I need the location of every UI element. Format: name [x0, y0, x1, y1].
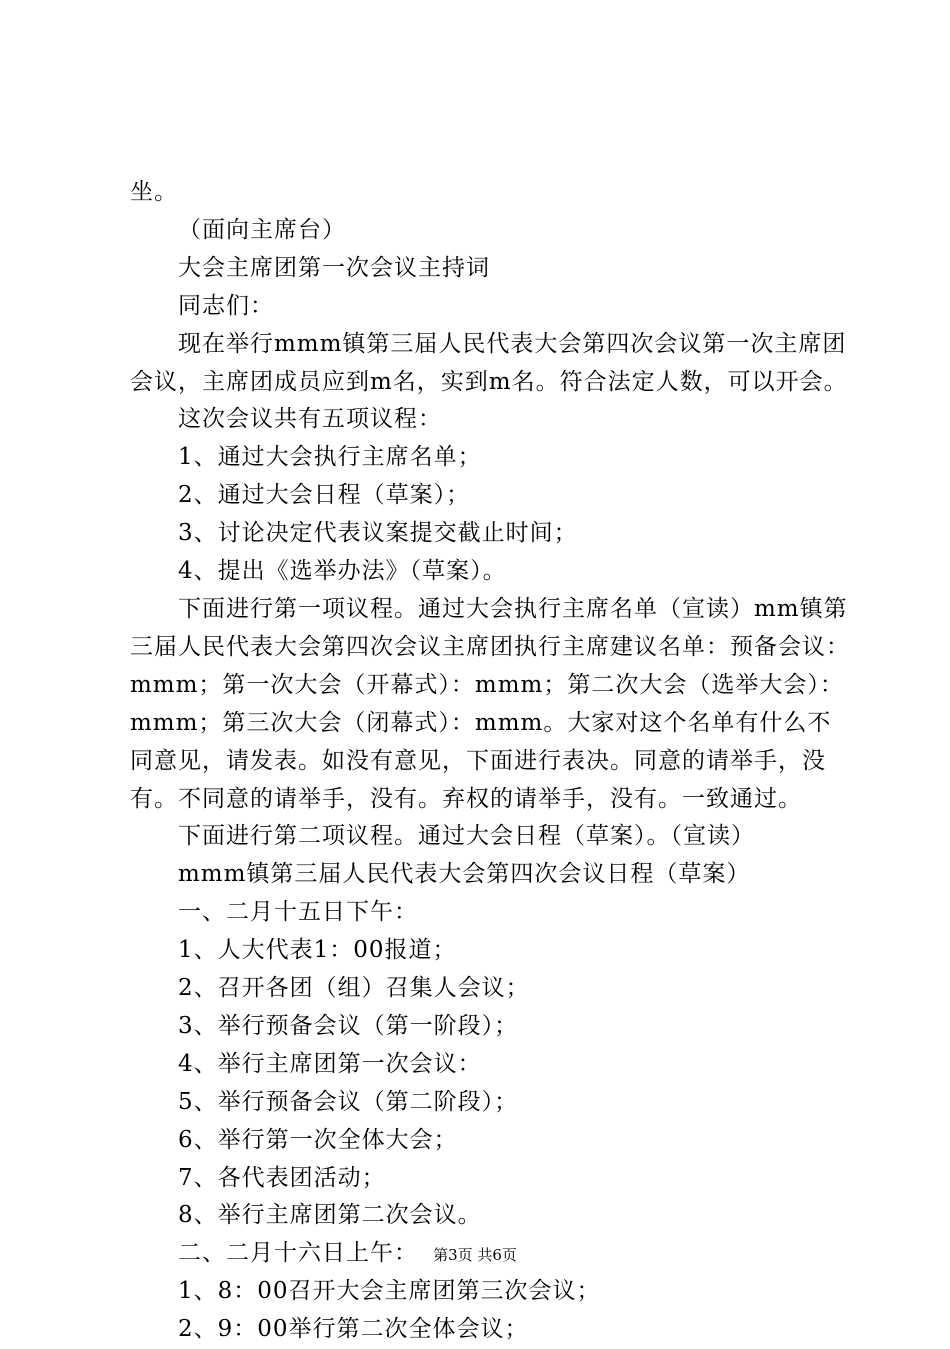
list-item: 2、召开各团（组）召集人会议； [178, 975, 530, 1002]
list-item: 1、8：00召开大会主席团第三次会议； [178, 1278, 601, 1305]
schedule-section: 一、二月十五日下午： [178, 899, 418, 926]
list-item: 5、举行预备会议（第二阶段）； [178, 1088, 519, 1115]
list-item: 6、举行第一次全体大会； [178, 1126, 458, 1153]
list-item: 2、通过大会日程（草案）； [178, 482, 471, 509]
list-item: 4、举行主席团第一次会议： [178, 1050, 482, 1077]
paragraph: 坐。 [130, 179, 178, 205]
schedule-section: 二、二月十六日上午： [178, 1240, 418, 1267]
schedule-title: mmm镇第三届人民代表大会第四次会议日程（草案） [178, 861, 751, 888]
paragraph: 现在举行mmm镇第三届人民代表大会第四次会议第一次主席团会议，主席团成员应到m名，实到m名。符合法定人数，可以开会。 [130, 330, 848, 395]
list-item: 3、举行预备会议（第一阶段）； [178, 1012, 519, 1039]
section-heading: 大会主席团第一次会议主持词 [178, 254, 490, 281]
list-item: 1、通过大会执行主席名单； [178, 444, 482, 471]
paragraph: 这次会议共有五项议程： [178, 406, 442, 433]
page-number-footer: 第3页 共6页 [433, 1246, 517, 1264]
list-item: 8、举行主席团第二次会议。 [178, 1202, 482, 1229]
paragraph: 同志们： [178, 292, 274, 319]
paragraph: 下面进行第一项议程。通过大会执行主席名单（宣读）mm镇第三届人民代表大会第四次会议主席团执行主席建议名单：预备会议：mmm；第一次大会（开幕式）：mmm；第二次大会（选举大会）：mmm；第三次大会（闭幕式）：mmm。大家对这个名单有什么不同意见，请发表。如没有意见，下面进行表决。同意的请举手，没有。不同意的请举手，没有。弃权的请举手，没有。一致通过。 [130, 595, 850, 812]
list-item: 1、人大代表1：00报道； [178, 937, 457, 964]
list-item: 3、讨论决定代表议案提交截止时间； [178, 520, 578, 547]
list-item: 7、各代表团活动； [178, 1164, 386, 1191]
document-body [130, 174, 850, 1349]
paragraph: 下面进行第二项议程。通过大会日程（草案）。（宣读） [178, 823, 755, 850]
list-item: 4、提出《选举办法》（草案）。 [178, 558, 507, 585]
paragraph: （面向主席台） [178, 216, 346, 243]
list-item: 2、9：00举行第二次全体会议； [178, 1316, 529, 1343]
